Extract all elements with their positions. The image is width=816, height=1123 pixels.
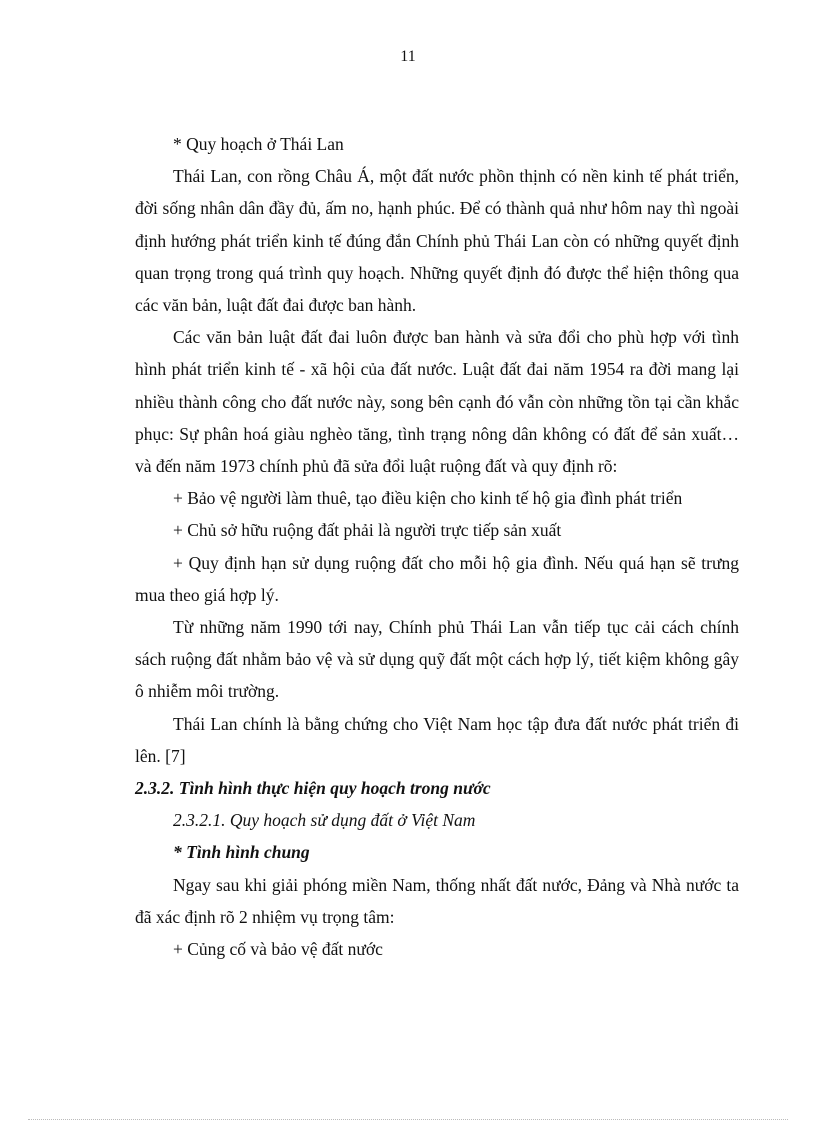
section-heading: 2.3.2. Tình hình thực hiện quy hoạch trong nước: [135, 778, 491, 799]
page-number: 11: [400, 48, 416, 65]
paragraph: Ngay sau khi giải phóng miền Nam, thống nhất đất nước, Đảng và Nhà nước ta đã xác định rõ 2 nhiệm vụ trọng tâm:: [135, 874, 739, 927]
paragraph: Thái Lan chính là bằng chứng cho Việt Nam học tập đưa đất nước phát triển đi lên. [7]: [135, 713, 739, 766]
bullet-item: + Củng cố và bảo vệ đất nước: [173, 939, 383, 960]
bullet-item: + Quy định hạn sử dụng ruộng đất cho mỗi hộ gia đình. Nếu quá hạn sẽ trưng mua theo giá hợp lý.: [135, 552, 739, 605]
paragraph: Thái Lan, con rồng Châu Á, một đất nước phồn thịnh có nền kinh tế phát triển, đời sống nhân dân đầy đủ, ấm no, hạnh phúc. Để có thành quả như hôm nay thì ngoài định hướng phát triển kinh tế đúng đắn Chính phủ Thái Lan còn có những quyết định quan trọng trong quá trình quy hoạch. Những quyết định đó được thể hiện thông qua các văn bản, luật đất đai được ban hành.: [135, 166, 739, 316]
bullet-item: + Bảo vệ người làm thuê, tạo điều kiện cho kinh tế hộ gia đình phát triển: [173, 488, 683, 509]
footer-divider: [28, 1119, 788, 1120]
paragraph: Các văn bản luật đất đai luôn được ban hành và sửa đổi cho phù hợp với tình hình phát triển kinh tế - xã hội của đất nước. Luật đất đai năm 1954 ra đời mang lại nhiều thành công cho đất nước này, song bên cạnh đó vẫn còn những tồn tại cần khắc phục: Sự phân hoá giàu nghèo tăng, tình trạng nông dân không có đất để sản xuất… và đến năm 1973 chính phủ đã sửa đổi luật ruộng đất và quy định rõ:: [135, 327, 739, 477]
paragraph: Từ những năm 1990 tới nay, Chính phủ Thái Lan vẫn tiếp tục cải cách chính sách ruộng đất nhằm bảo vệ và sử dụng quỹ đất một cách hợp lý, tiết kiệm không gây ô nhiễm môi trường.: [135, 617, 739, 702]
subsection-heading: 2.3.2.1. Quy hoạch sử dụng đất ở Việt Nam: [173, 810, 476, 831]
topic-heading: * Tình hình chung: [173, 842, 310, 863]
document-body: [135, 128, 739, 965]
subheading-thailand: * Quy hoạch ở Thái Lan: [173, 134, 344, 154]
bullet-item: + Chủ sở hữu ruộng đất phải là người trực tiếp sản xuất: [173, 520, 562, 541]
